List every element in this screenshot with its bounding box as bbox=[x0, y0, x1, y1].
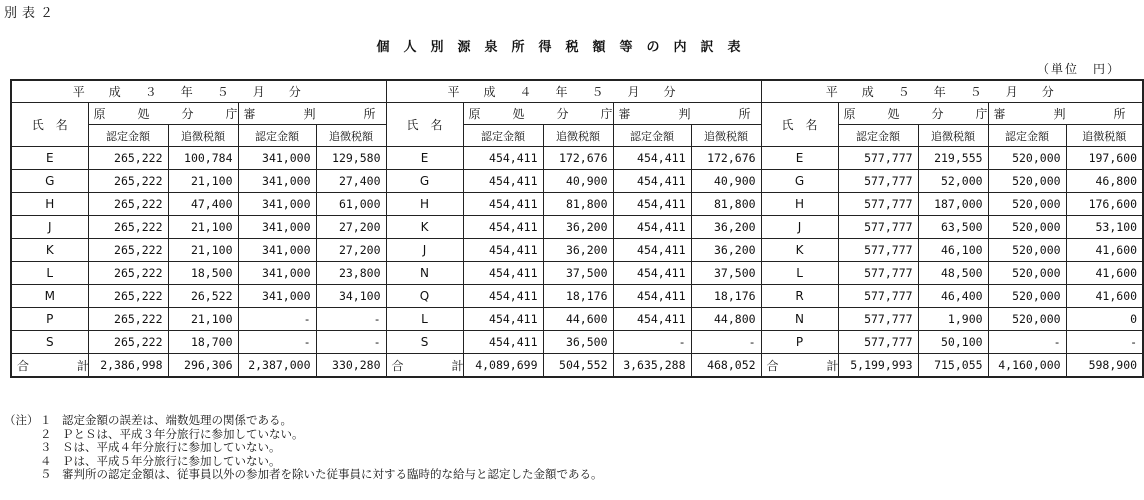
nintei-amount: 265,222 bbox=[88, 170, 168, 193]
person-name: H bbox=[386, 193, 463, 216]
tsucho-amount: 36,500 bbox=[543, 331, 613, 354]
person-name: H bbox=[761, 193, 838, 216]
nintei-amount: 265,222 bbox=[88, 239, 168, 262]
person-name: M bbox=[11, 285, 88, 308]
tsucho-amount: 61,000 bbox=[316, 193, 386, 216]
table-row bbox=[11, 262, 1143, 285]
nintei-amount: 454,411 bbox=[463, 147, 543, 170]
origin-header: 原 処 分 庁 bbox=[88, 103, 238, 125]
tsucho-amount: 21,100 bbox=[168, 308, 238, 331]
person-name: L bbox=[386, 308, 463, 331]
nintei-amount: 341,000 bbox=[238, 216, 316, 239]
nintei-amount: 454,411 bbox=[613, 170, 691, 193]
nintei-amount: 520,000 bbox=[988, 216, 1066, 239]
note-number: ３ bbox=[40, 440, 52, 454]
nintei-amount: 454,411 bbox=[463, 285, 543, 308]
nintei-amount: 577,777 bbox=[838, 262, 918, 285]
tsucho-amount: 36,200 bbox=[691, 216, 761, 239]
tsucho-header: 追徴税額 bbox=[1066, 125, 1143, 147]
person-name: G bbox=[386, 170, 463, 193]
nintei-amount: 265,222 bbox=[88, 285, 168, 308]
nintei-amount: 520,000 bbox=[988, 308, 1066, 331]
period-header: 平成５年５月分 bbox=[761, 80, 1143, 103]
nintei-header: 認定金額 bbox=[988, 125, 1066, 147]
nintei-amount: 577,777 bbox=[838, 216, 918, 239]
nintei-amount: 4,089,699 bbox=[463, 354, 543, 378]
nintei-amount: 265,222 bbox=[88, 331, 168, 354]
tsucho-amount: 21,100 bbox=[168, 239, 238, 262]
nintei-amount: 520,000 bbox=[988, 262, 1066, 285]
person-name: K bbox=[11, 239, 88, 262]
nintei-amount: 341,000 bbox=[238, 170, 316, 193]
tsucho-amount: 18,700 bbox=[168, 331, 238, 354]
person-name: E bbox=[761, 147, 838, 170]
total-row bbox=[11, 354, 1143, 378]
tsucho-amount: - bbox=[691, 331, 761, 354]
person-name: N bbox=[761, 308, 838, 331]
person-name: L bbox=[761, 262, 838, 285]
note-text: Ｓは、平成４年分旅行に参加していない。 bbox=[62, 440, 281, 454]
tsucho-amount: 219,555 bbox=[918, 147, 988, 170]
table-row bbox=[11, 331, 1143, 354]
tsucho-amount: 100,784 bbox=[168, 147, 238, 170]
nintei-header: 認定金額 bbox=[238, 125, 316, 147]
table-row bbox=[11, 216, 1143, 239]
tsucho-amount: 40,900 bbox=[691, 170, 761, 193]
tribunal-header: 審 判 所 bbox=[238, 103, 386, 125]
total-label: 合 計 bbox=[386, 354, 463, 378]
note-number: １ bbox=[40, 413, 52, 427]
nintei-amount: 2,386,998 bbox=[88, 354, 168, 378]
tsucho-amount: 44,800 bbox=[691, 308, 761, 331]
nintei-amount: 341,000 bbox=[238, 239, 316, 262]
note-text: 認定金額の誤差は、端数処理の関係である。 bbox=[62, 413, 292, 427]
total-label: 合 計 bbox=[11, 354, 88, 378]
period-header: 平成３年５月分 bbox=[11, 80, 386, 103]
tsucho-amount: 172,676 bbox=[691, 147, 761, 170]
table-row bbox=[11, 285, 1143, 308]
tsucho-amount: 48,500 bbox=[918, 262, 988, 285]
tribunal-header: 審 判 所 bbox=[613, 103, 761, 125]
nintei-amount: 520,000 bbox=[988, 193, 1066, 216]
tsucho-amount: 27,200 bbox=[316, 239, 386, 262]
tsucho-amount: 197,600 bbox=[1066, 147, 1143, 170]
tsucho-header: 追徴税額 bbox=[316, 125, 386, 147]
nintei-amount: 454,411 bbox=[463, 308, 543, 331]
person-name: J bbox=[761, 216, 838, 239]
tsucho-amount: 34,100 bbox=[316, 285, 386, 308]
tsucho-amount: 18,176 bbox=[691, 285, 761, 308]
tsucho-amount: 715,055 bbox=[918, 354, 988, 378]
tsucho-amount: 53,100 bbox=[1066, 216, 1143, 239]
tsucho-amount: 23,800 bbox=[316, 262, 386, 285]
person-name: G bbox=[11, 170, 88, 193]
tribunal-header: 審 判 所 bbox=[988, 103, 1143, 125]
note-number: ４ bbox=[40, 453, 52, 468]
person-name: E bbox=[386, 147, 463, 170]
nintei-amount: 454,411 bbox=[463, 216, 543, 239]
note-item bbox=[4, 428, 603, 442]
tsucho-amount: 0 bbox=[1066, 308, 1143, 331]
note-item bbox=[4, 414, 603, 428]
note-item bbox=[4, 441, 603, 455]
nintei-amount: 265,222 bbox=[88, 216, 168, 239]
person-name: P bbox=[761, 331, 838, 354]
tsucho-amount: 50,100 bbox=[918, 331, 988, 354]
tsucho-amount: 27,400 bbox=[316, 170, 386, 193]
breakdown-table bbox=[10, 79, 1144, 378]
nintei-header: 認定金額 bbox=[88, 125, 168, 147]
tsucho-amount: 21,100 bbox=[168, 170, 238, 193]
nintei-amount: - bbox=[238, 308, 316, 331]
notes bbox=[4, 414, 603, 482]
person-name: P bbox=[11, 308, 88, 331]
tsucho-amount: 40,900 bbox=[543, 170, 613, 193]
person-name: K bbox=[761, 239, 838, 262]
unit-label: （単位 円） bbox=[1036, 62, 1121, 76]
nintei-amount: 265,222 bbox=[88, 308, 168, 331]
nintei-amount: 520,000 bbox=[988, 147, 1066, 170]
tsucho-header: 追徴税額 bbox=[918, 125, 988, 147]
person-name: E bbox=[11, 147, 88, 170]
person-name: J bbox=[11, 216, 88, 239]
nintei-amount: 577,777 bbox=[838, 193, 918, 216]
person-name: R bbox=[761, 285, 838, 308]
tsucho-amount: 36,200 bbox=[691, 239, 761, 262]
document-title: 個人別源泉所得税額等の内訳表 bbox=[376, 40, 755, 55]
person-name: G bbox=[761, 170, 838, 193]
tsucho-amount: 176,600 bbox=[1066, 193, 1143, 216]
tsucho-amount: 598,900 bbox=[1066, 354, 1143, 378]
table-row bbox=[11, 193, 1143, 216]
tsucho-amount: 18,176 bbox=[543, 285, 613, 308]
nintei-amount: 454,411 bbox=[613, 262, 691, 285]
period-header-row bbox=[11, 80, 1143, 103]
name-header: 氏 名 bbox=[11, 103, 88, 147]
nintei-amount: 265,222 bbox=[88, 193, 168, 216]
tsucho-amount: 27,200 bbox=[316, 216, 386, 239]
nintei-header: 認定金額 bbox=[838, 125, 918, 147]
tsucho-amount: 37,500 bbox=[543, 262, 613, 285]
person-name: J bbox=[386, 239, 463, 262]
tsucho-amount: 44,600 bbox=[543, 308, 613, 331]
note-item bbox=[4, 455, 603, 469]
tsucho-amount: - bbox=[316, 331, 386, 354]
nintei-amount: 4,160,000 bbox=[988, 354, 1066, 378]
tsucho-amount: 468,052 bbox=[691, 354, 761, 378]
nintei-amount: 520,000 bbox=[988, 239, 1066, 262]
person-name: K bbox=[386, 216, 463, 239]
nintei-amount: 265,222 bbox=[88, 147, 168, 170]
nintei-amount: 577,777 bbox=[838, 285, 918, 308]
person-name: S bbox=[11, 331, 88, 354]
note-number: ５ bbox=[40, 467, 52, 481]
nintei-amount: 5,199,993 bbox=[838, 354, 918, 378]
tsucho-amount: 81,800 bbox=[543, 193, 613, 216]
total-label: 合 計 bbox=[761, 354, 838, 378]
nintei-header: 認定金額 bbox=[463, 125, 543, 147]
person-name: H bbox=[11, 193, 88, 216]
nintei-amount: 2,387,000 bbox=[238, 354, 316, 378]
origin-header: 原 処 分 庁 bbox=[463, 103, 613, 125]
nintei-amount: 454,411 bbox=[463, 262, 543, 285]
period-header: 平成４年５月分 bbox=[386, 80, 761, 103]
nintei-amount: 454,411 bbox=[613, 147, 691, 170]
nintei-amount: 577,777 bbox=[838, 331, 918, 354]
nintei-amount: 454,411 bbox=[613, 308, 691, 331]
note-text: 審判所の認定金額は、従事員以外の参加者を除いた従事員に対する臨時的な給与と認定した金額である。 bbox=[62, 467, 603, 481]
note-text: Ｐは、平成５年分旅行に参加していない。 bbox=[62, 453, 281, 468]
nintei-amount: 520,000 bbox=[988, 170, 1066, 193]
tsucho-amount: 1,900 bbox=[918, 308, 988, 331]
nintei-amount: 577,777 bbox=[838, 170, 918, 193]
nintei-header: 認定金額 bbox=[613, 125, 691, 147]
tsucho-amount: 129,580 bbox=[316, 147, 386, 170]
nintei-amount: 454,411 bbox=[463, 193, 543, 216]
tsucho-amount: 26,522 bbox=[168, 285, 238, 308]
note-item bbox=[4, 468, 603, 482]
tsucho-amount: 21,100 bbox=[168, 216, 238, 239]
tsucho-header: 追徴税額 bbox=[543, 125, 613, 147]
note-number: ２ bbox=[40, 426, 52, 441]
notes-prefix: （注） bbox=[4, 413, 39, 427]
tsucho-header: 追徴税額 bbox=[168, 125, 238, 147]
nintei-amount: - bbox=[988, 331, 1066, 354]
person-name: S bbox=[386, 331, 463, 354]
nintei-amount: 341,000 bbox=[238, 193, 316, 216]
name-header: 氏 名 bbox=[386, 103, 463, 147]
tsucho-amount: - bbox=[1066, 331, 1143, 354]
sub-header-row bbox=[11, 125, 1143, 147]
nintei-amount: 265,222 bbox=[88, 262, 168, 285]
tsucho-amount: 46,400 bbox=[918, 285, 988, 308]
nintei-amount: 341,000 bbox=[238, 285, 316, 308]
tsucho-amount: - bbox=[316, 308, 386, 331]
nintei-amount: 577,777 bbox=[838, 147, 918, 170]
origin-header: 原 処 分 庁 bbox=[838, 103, 988, 125]
note-text: ＰとＳは、平成３年分旅行に参加していない。 bbox=[62, 426, 304, 441]
tsucho-amount: 41,600 bbox=[1066, 285, 1143, 308]
nintei-amount: 454,411 bbox=[613, 193, 691, 216]
tsucho-amount: 296,306 bbox=[168, 354, 238, 378]
tsucho-amount: 47,400 bbox=[168, 193, 238, 216]
tsucho-amount: 46,100 bbox=[918, 239, 988, 262]
nintei-amount: - bbox=[238, 331, 316, 354]
appendix-label: 別表２ bbox=[4, 6, 59, 21]
tsucho-amount: 36,200 bbox=[543, 239, 613, 262]
nintei-amount: 454,411 bbox=[613, 285, 691, 308]
nintei-amount: 341,000 bbox=[238, 262, 316, 285]
nintei-amount: 454,411 bbox=[613, 216, 691, 239]
table-row bbox=[11, 170, 1143, 193]
tsucho-amount: 46,800 bbox=[1066, 170, 1143, 193]
tsucho-amount: 36,200 bbox=[543, 216, 613, 239]
tsucho-amount: 52,000 bbox=[918, 170, 988, 193]
tsucho-amount: 41,600 bbox=[1066, 262, 1143, 285]
tsucho-header: 追徴税額 bbox=[691, 125, 761, 147]
nintei-amount: 520,000 bbox=[988, 285, 1066, 308]
nintei-amount: 577,777 bbox=[838, 308, 918, 331]
tsucho-amount: 18,500 bbox=[168, 262, 238, 285]
person-name: L bbox=[11, 262, 88, 285]
nintei-amount: 341,000 bbox=[238, 147, 316, 170]
tsucho-amount: 172,676 bbox=[543, 147, 613, 170]
tsucho-amount: 41,600 bbox=[1066, 239, 1143, 262]
nintei-amount: 3,635,288 bbox=[613, 354, 691, 378]
nintei-amount: 454,411 bbox=[463, 170, 543, 193]
tsucho-amount: 504,552 bbox=[543, 354, 613, 378]
tsucho-amount: 187,000 bbox=[918, 193, 988, 216]
name-header: 氏 名 bbox=[761, 103, 838, 147]
group-header-row bbox=[11, 103, 1143, 125]
nintei-amount: 577,777 bbox=[838, 239, 918, 262]
tsucho-amount: 63,500 bbox=[918, 216, 988, 239]
nintei-amount: 454,411 bbox=[463, 239, 543, 262]
tsucho-amount: 37,500 bbox=[691, 262, 761, 285]
person-name: Q bbox=[386, 285, 463, 308]
person-name: N bbox=[386, 262, 463, 285]
table-row bbox=[11, 147, 1143, 170]
tsucho-amount: 81,800 bbox=[691, 193, 761, 216]
tsucho-amount: 330,280 bbox=[316, 354, 386, 378]
table-row bbox=[11, 308, 1143, 331]
nintei-amount: - bbox=[613, 331, 691, 354]
table-row bbox=[11, 239, 1143, 262]
nintei-amount: 454,411 bbox=[463, 331, 543, 354]
nintei-amount: 454,411 bbox=[613, 239, 691, 262]
